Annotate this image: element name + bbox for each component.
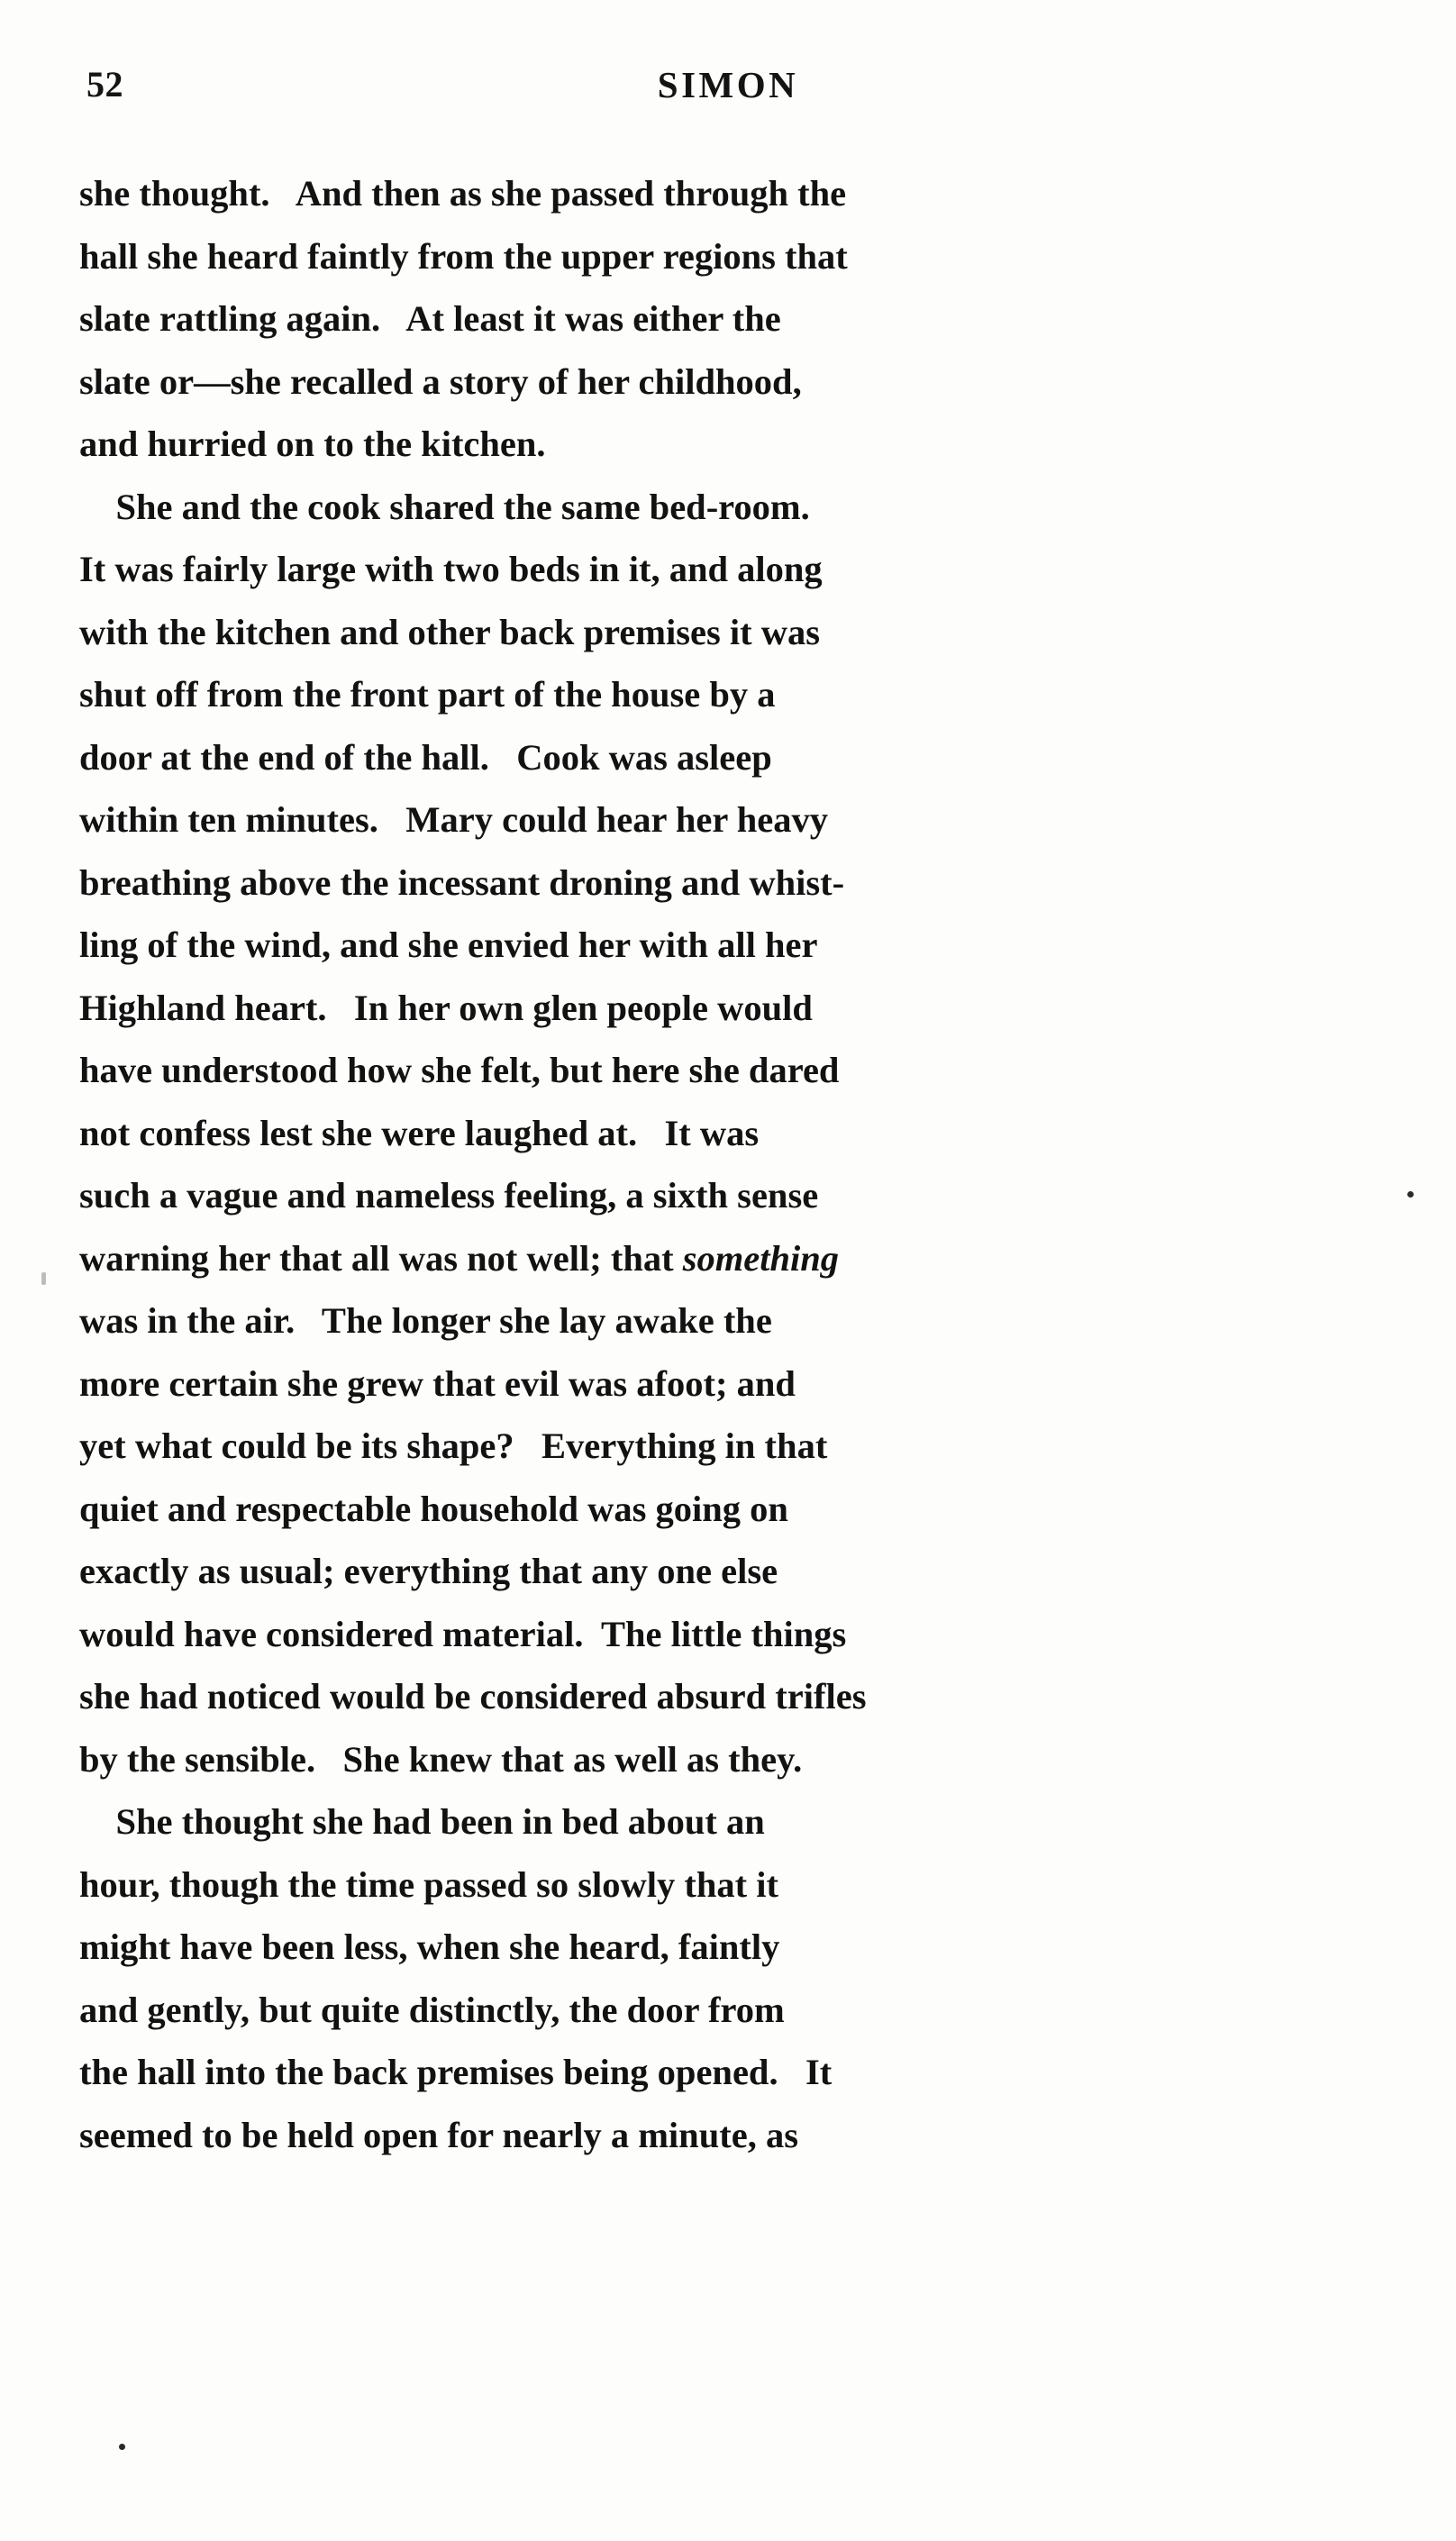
paragraph <box>79 162 1370 476</box>
text-line: ling of the wind, and she envied her with all her <box>79 924 818 965</box>
text-line: she thought. And then as she passed through the <box>79 173 847 214</box>
text-line: was in the air. The longer she lay awake the <box>79 1300 772 1341</box>
text-line: Highland heart. In her own glen people would <box>79 987 813 1028</box>
text-line: more certain she grew that evil was afoot; and <box>79 1362 796 1404</box>
text-line: She and the cook shared the same bed-room. <box>79 486 810 527</box>
text-line: might have been less, when she heard, faintly <box>79 1926 780 1967</box>
page-speck <box>1407 1191 1414 1198</box>
text-line: hall she heard faintly from the upper regions that <box>79 235 848 277</box>
text-line: such a vague and nameless feeling, a sixth sense <box>79 1175 819 1216</box>
text-line: the hall into the back premises being opened. It <box>79 2052 833 2092</box>
text-line: breathing above the incessant droning and whist- <box>79 861 845 903</box>
page-number: 52 <box>86 64 123 105</box>
running-title: SIMON <box>657 64 799 105</box>
text-line: within ten minutes. Mary could hear her heavy <box>79 799 829 840</box>
text-line: It was fairly large with two beds in it, and along <box>79 549 823 589</box>
text-line-with-italic <box>79 1227 1370 1290</box>
paragraph <box>79 1790 1370 2166</box>
page-body <box>79 162 1370 2166</box>
page-header <box>86 63 1370 117</box>
text-line: not confess lest she were laughed at. It was <box>79 1112 760 1153</box>
text-line: by the sensible. She knew that as well as they. <box>79 1738 803 1780</box>
text-fragment: warning her that all was not well; that <box>79 1237 683 1279</box>
text-line: yet what could be its shape? Everything in that <box>79 1425 828 1466</box>
text-line: slate rattling again. At least it was either the <box>79 298 781 339</box>
text-line: hour, though the time passed so slowly that it <box>79 1863 778 1905</box>
text-line: and gently, but quite distinctly, the door from <box>79 1989 785 2030</box>
text-line: slate or—she recalled a story of her childhood, <box>79 360 802 402</box>
text-line: shut off from the front part of the house by a <box>79 674 776 715</box>
text-line: and hurried on to the kitchen. <box>79 424 546 464</box>
italic-word: something <box>682 1237 840 1279</box>
page-speck <box>119 2444 125 2450</box>
text-line: she had noticed would be considered absurd trifles <box>79 1676 867 1717</box>
text-line: She thought she had been in bed about an <box>79 1801 765 1842</box>
text-line: door at the end of the hall. Cook was asleep <box>79 736 772 778</box>
page-speck <box>41 1272 46 1285</box>
text-line: seemed to be held open for nearly a minute, as <box>79 2114 798 2155</box>
text-line: with the kitchen and other back premises it was <box>79 611 821 652</box>
text-line: would have considered material. The little things <box>79 1613 847 1654</box>
text-line: exactly as usual; everything that any one else <box>79 1551 778 1591</box>
text-line: have understood how she felt, but here she dared <box>79 1050 840 1090</box>
paragraph <box>79 476 1370 1791</box>
text-line: quiet and respectable household was going on <box>79 1488 788 1529</box>
